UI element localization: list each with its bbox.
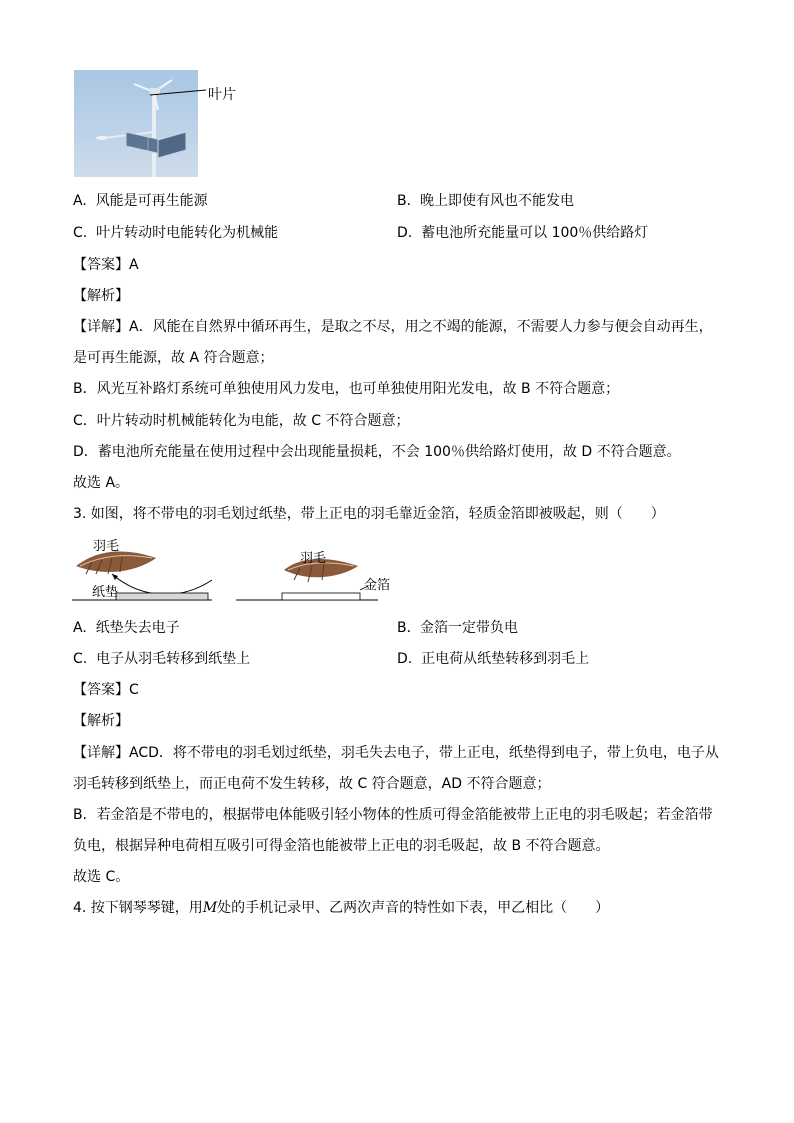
q3-answer-line: 【答案】C [73, 682, 139, 698]
detail-line-1: 【详解】A．风能在自然界中循环再生，是取之不尽，用之不竭的能源，不需要人力参与便会自动再生， [73, 319, 713, 335]
q3-option-a: A. 纸垫失去电子 [73, 620, 180, 636]
option-a: A. 风能是可再生能源 [73, 193, 208, 209]
option-d: D. 蓄电池所充能量可以 100％供给路灯 [397, 225, 649, 241]
question-3-stem: 3. 如图，将不带电的羽毛划过纸垫，带上正电的羽毛靠近金箔，轻质金箔即被吸起，则（ ） [73, 506, 665, 522]
option-b: B. 晚上即使有风也不能发电 [397, 193, 574, 209]
detail-line-3: B．风光互补路灯系统可单独使用风力发电，也可单独使用阳光发电，故 B 不符合题意； [73, 381, 620, 397]
figure-label-blade: 叶片 [208, 87, 236, 103]
detail-line-4: C．叶片转动时机械能转化为电能，故 C 不符合题意； [73, 413, 410, 429]
feather-pad-figure [72, 536, 392, 606]
figure-label-foil: 金箔 [364, 578, 391, 593]
detail-line-2: 是可再生能源，故 A 符合题意； [73, 350, 274, 366]
analysis-tag: 【解析】 [73, 288, 129, 304]
figure-label-feather-right: 羽毛 [300, 551, 327, 566]
figure-label-pad: 纸垫 [92, 585, 119, 600]
q3-option-b: B. 金箔一定带负电 [397, 620, 518, 636]
q3-detail-line-2: 羽毛转移到纸垫上，而正电荷不发生转移，故 C 符合题意，AD 不符合题意； [73, 776, 551, 792]
option-c: C. 叶片转动时电能转化为机械能 [73, 225, 279, 241]
figure-label-feather-left: 羽毛 [93, 539, 120, 554]
detail-line-5: D．蓄电池所充能量在使用过程中会出现能量损耗，不会 100％供给路灯使用，故 D 不符合题意。 [73, 444, 681, 460]
answer-line: 【答案】A [73, 257, 139, 273]
conclusion: 故选 A。 [73, 475, 130, 491]
label-leader-line [150, 80, 210, 100]
q3-detail-line-4: 负电，根据异种电荷相互吸引可得金箔也能被带上正电的羽毛吸起，故 B 不符合题意。 [73, 838, 610, 854]
q3-analysis-tag: 【解析】 [73, 713, 129, 729]
q3-detail-line-1: 【详解】ACD．将不带电的羽毛划过纸垫，羽毛失去电子，带上正电，纸垫得到电子，带上负电，电子从 [73, 745, 719, 761]
q3-option-d: D. 正电荷从纸垫转移到羽毛上 [397, 651, 590, 667]
q3-detail-line-3: B．若金箔是不带电的，根据带电体能吸引轻小物体的性质可得金箔能被带上正电的羽毛吸起；若金箔带 [73, 807, 713, 823]
q3-option-c: C. 电子从羽毛转移到纸垫上 [73, 651, 251, 667]
question-4-stem: 4. 按下钢琴琴键，用M处的手机记录甲、乙两次声音的特性如下表，甲乙相比（ ） [73, 900, 610, 916]
q3-conclusion: 故选 C。 [73, 869, 130, 885]
